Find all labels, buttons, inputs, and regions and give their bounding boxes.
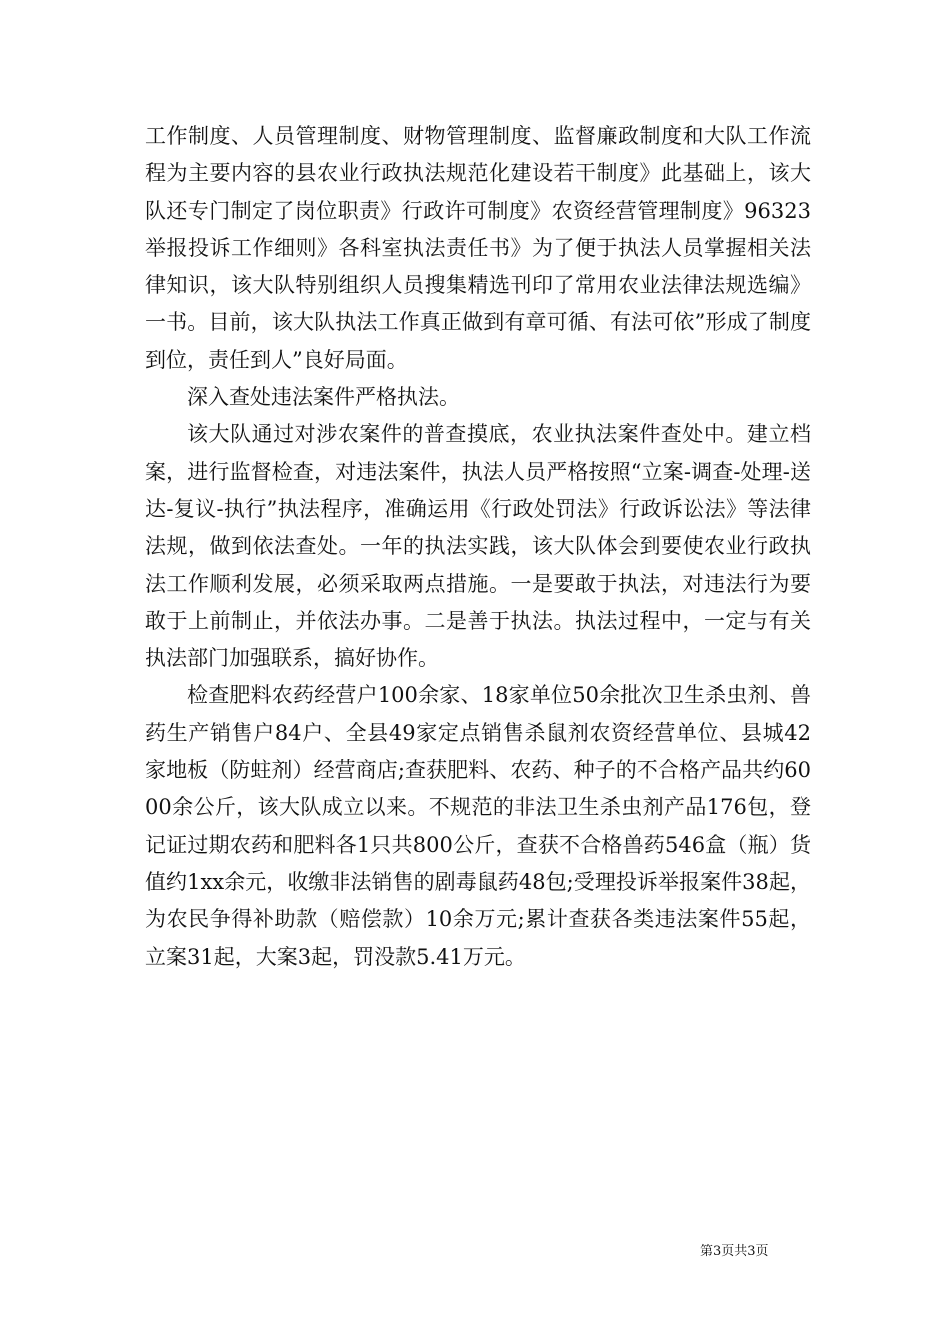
document-body — [145, 118, 811, 976]
paragraph-heading-enforcement: 深入查处违法案件严格执法。 — [187, 385, 460, 410]
paragraph-case-handling: 该大队通过对涉农案件的普查摸底，农业执法案件查处中。建立档案，进行监督检查，对违法案件，执法人员严格按照“立案-调查-处理-送达-复议-执行”执法程序，准确运用《行政处罚法》行政诉讼法》等法律法规，做到依法查处。一年的执法实践，该大队体会到要使农业行政执法工作顺利发展，必须采取两点措施。一是要敢于执法，对违法行为要敢于上前制止，并依法办事。二是善于执法。执法过程中，一定与有关执法部门加强联系，搞好协作。 — [145, 422, 811, 671]
paragraph-regulations: 工作制度、人员管理制度、财物管理制度、监督廉政制度和大队工作流程为主要内容的县农业行政执法规范化建设若干制度》此基础上，该大队还专门制定了岗位职责》行政许可制度》农资经营管理制度》96323举报投诉工作细则》各科室执法责任书》为了便于执法人员掌握相关法律知识，该大队特别组织人员搜集精选刊印了常用农业法律法规选编》一书。目前，该大队执法工作真正做到有章可循、有法可依”形成了制度到位，责任到人”良好局面。 — [145, 124, 811, 372]
paragraph-inspection-results: 检查肥料农药经营户100余家、18家单位50余批次卫生杀虫剂、兽药生产销售户84户、全县49家定点销售杀鼠剂农资经营单位、县城42家地板（防蛀剂）经营商店;查获肥料、农药、种子的不合格产品共约6000余公斤，该大队成立以来。不规范的非法卫生杀虫剂产品176包，登记证过期农药和肥料各1只共800公斤，查获不合格兽药546盒（瓶）货值约1xx余元，收缴非法销售的剧毒鼠药48包;受理投诉举报案件38起，为农民争得补助款（赔偿款）10余万元;累计查获各类违法案件55起，立案31起，大案3起，罚没款5.41万元。 — [145, 683, 811, 969]
page-number-footer: 第3页共3页 — [700, 1244, 769, 1259]
